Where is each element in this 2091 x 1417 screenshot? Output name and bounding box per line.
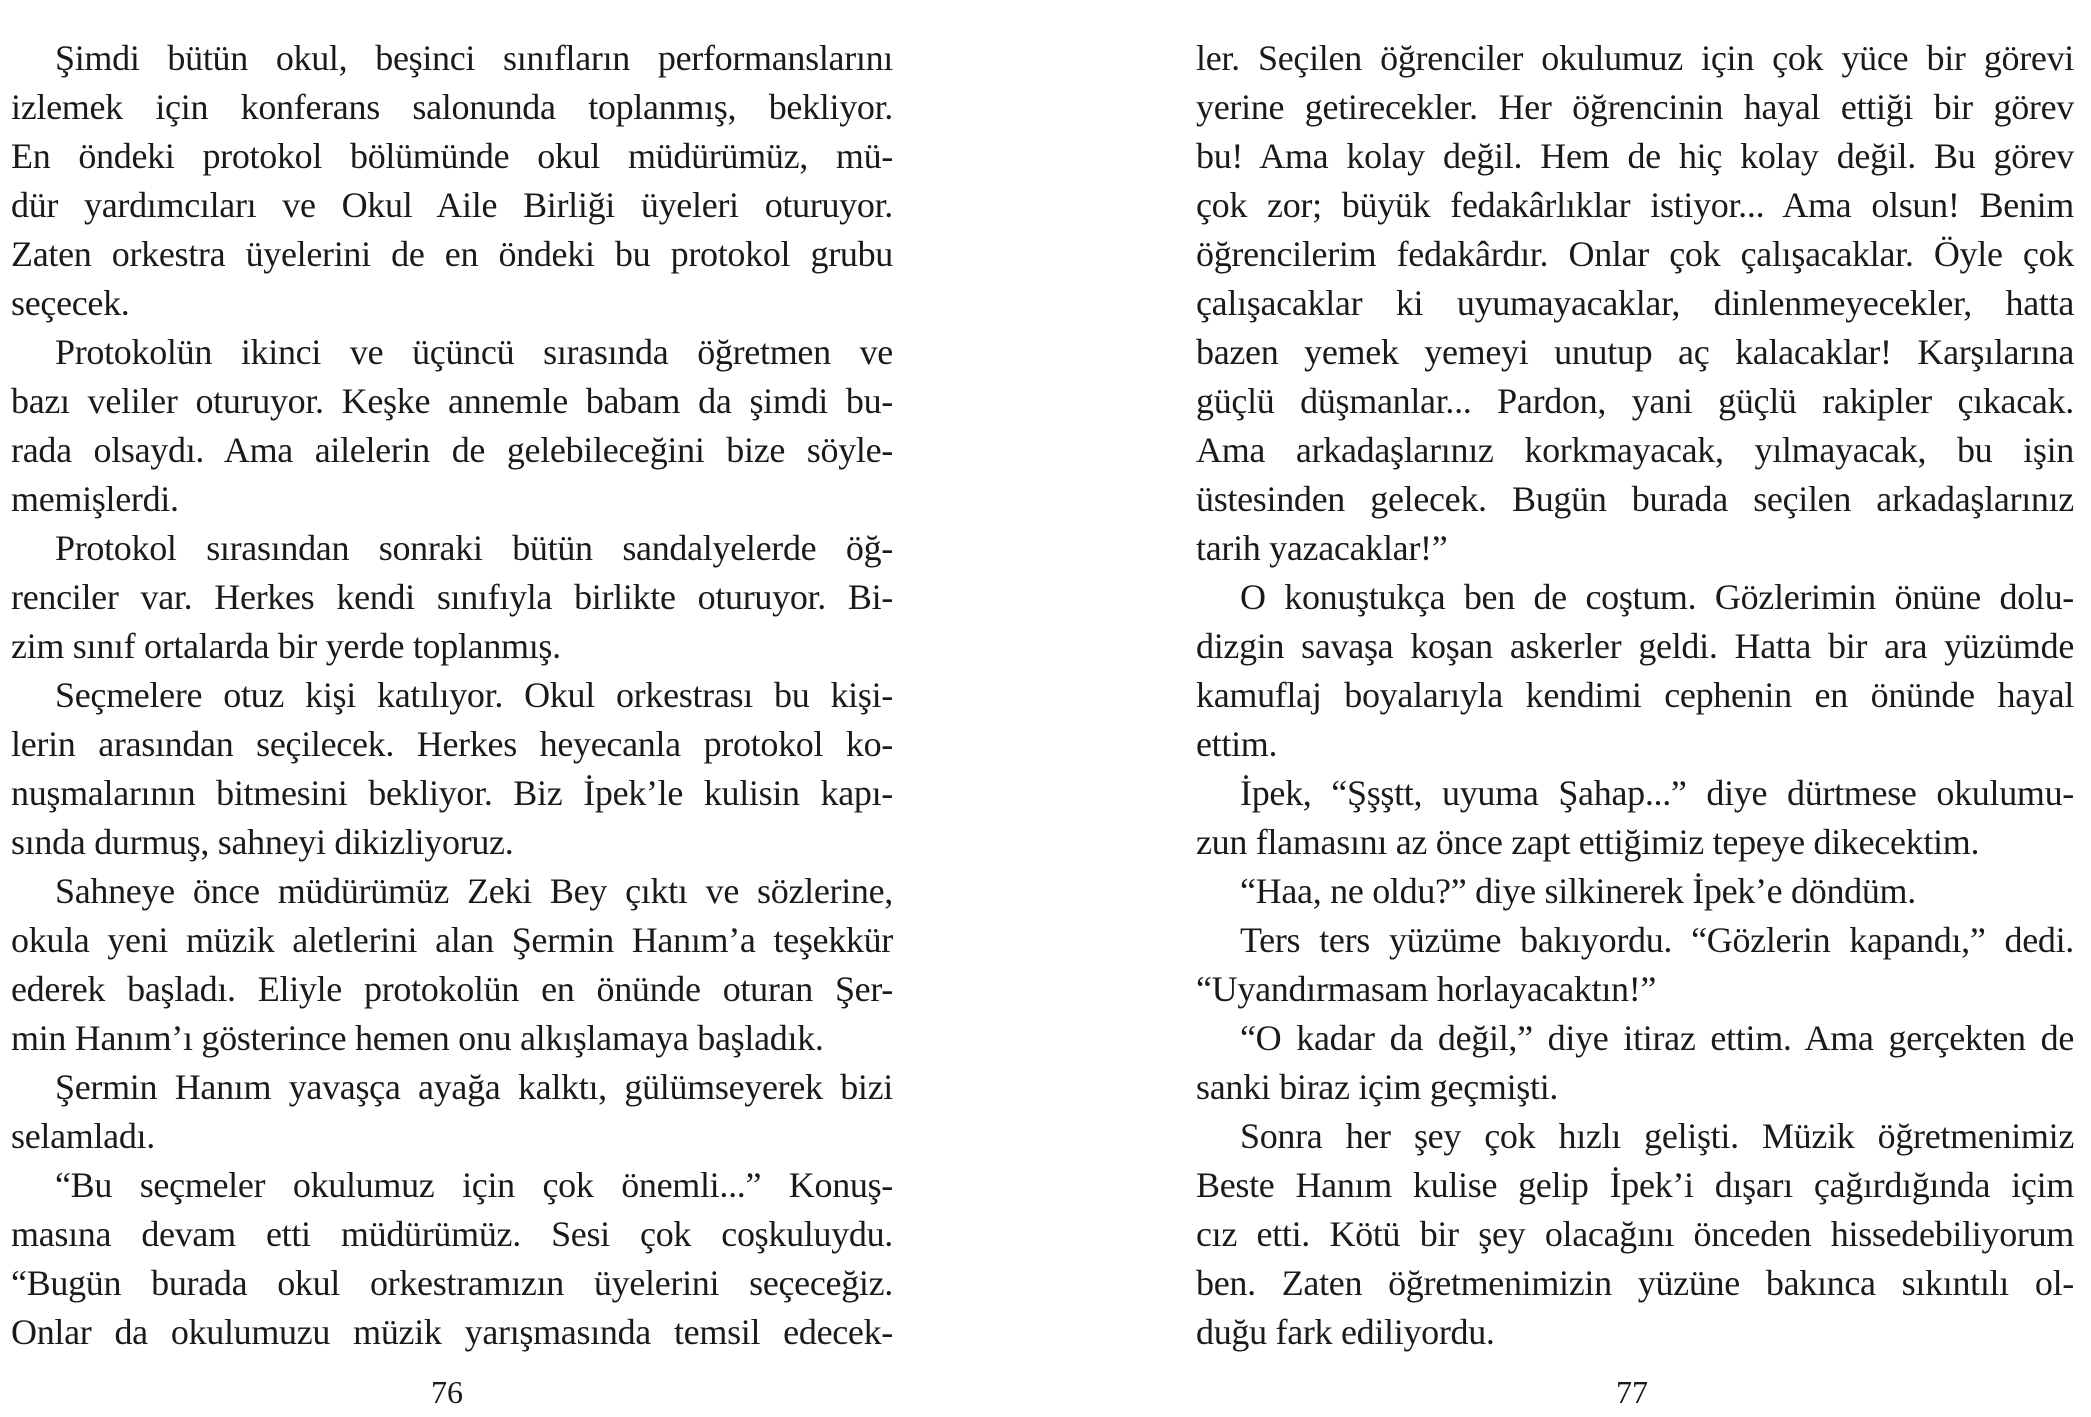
right-page-number: 77 <box>1616 1374 1648 1410</box>
text-line: O konuştukça ben de coştum. Gözlerimin önüne dolu- <box>1240 577 2074 617</box>
text-line: min Hanım’ı gösterince hemen onu alkışlamaya başladık. <box>11 1018 824 1058</box>
text-line: sanki biraz içim geçmişti. <box>1196 1067 1559 1107</box>
text-line: “Bu seçmeler okulumuz için çok önemli...” Konuş- <box>55 1165 893 1205</box>
text-line: “O kadar da değil,” diye itiraz ettim. Ama gerçekten de <box>1240 1018 2074 1058</box>
text-line: sında durmuş, sahneyi dikizliyoruz. <box>11 822 514 862</box>
text-line: cız etti. Kötü bir şey olacağını önceden hissedebiliyorum <box>1196 1214 2074 1254</box>
text-line: dür yardımcıları ve Okul Aile Birliği üyeleri oturuyor. <box>11 185 893 225</box>
text-line: dizgin savaşa koşan askerler geldi. Hatta bir ara yüzümde <box>1196 626 2074 666</box>
text-line: okula yeni müzik aletlerini alan Şermin Hanım’a teşekkür <box>11 920 893 960</box>
text-line: öğrencilerim fedakârdır. Onlar çok çalışacaklar. Öyle çok <box>1196 234 2074 274</box>
text-line: nuşmalarının bitmesini bekliyor. Biz İpek’le kulisin kapı- <box>11 773 893 813</box>
text-line: zun flamasını az önce zapt ettiğimiz tepeye dikecektim. <box>1196 822 1980 862</box>
text-line: Sahneye önce müdürümüz Zeki Bey çıktı ve sözlerine, <box>55 871 893 911</box>
text-line: tarih yazacaklar!” <box>1196 528 1448 568</box>
text-line: “Uyandırmasam horlayacaktın!” <box>1196 969 1657 1009</box>
text-line: seçecek. <box>11 283 130 323</box>
text-line: Ama arkadaşlarınız korkmayacak, yılmayacak, bu işin <box>1196 430 2074 470</box>
right-page-text <box>1196 34 2074 1357</box>
text-line: “Haa, ne oldu?” diye silkinerek İpek’e döndüm. <box>1240 871 1916 911</box>
text-line: ben. Zaten öğretmenimizin yüzüne bakınca sıkıntılı ol- <box>1196 1263 2074 1303</box>
text-line: Zaten orkestra üyelerini de en öndeki bu protokol grubu <box>11 234 893 274</box>
text-line: ler. Seçilen öğrenciler okulumuz için çok yüce bir görevi <box>1196 38 2074 78</box>
text-line: bazı veliler oturuyor. Keşke annemle babam da şimdi bu- <box>11 381 893 421</box>
text-line: İpek, “Şşştt, uyuma Şahap...” diye dürtmese okulumu- <box>1240 773 2074 813</box>
text-line: Beste Hanım kulise gelip İpek’i dışarı çağırdığında içim <box>1196 1165 2074 1205</box>
text-line: renciler var. Herkes kendi sınıfıyla birlikte oturuyor. Bi- <box>11 577 893 617</box>
text-line: Ters ters yüzüme bakıyordu. “Gözlerin kapandı,” dedi. <box>1240 920 2074 960</box>
text-line: lerin arasından seçilecek. Herkes heyecanla protokol ko- <box>11 724 893 764</box>
left-page-text <box>11 34 893 1357</box>
text-line: Protokolün ikinci ve üçüncü sırasında öğretmen ve <box>55 332 893 372</box>
text-line: güçlü düşmanlar... Pardon, yani güçlü rakipler çıkacak. <box>1196 381 2074 421</box>
text-line: izlemek için konferans salonunda toplanmış, bekliyor. <box>11 87 893 127</box>
text-line: Şimdi bütün okul, beşinci sınıfların performanslarını <box>55 38 893 78</box>
text-line: bu! Ama kolay değil. Hem de hiç kolay değil. Bu görev <box>1196 136 2074 176</box>
text-line: kamuflaj boyalarıyla kendimi cephenin en önünde hayal <box>1196 675 2074 715</box>
text-line: çalışacaklar ki uyumayacaklar, dinlenmeyecekler, hatta <box>1196 283 2074 323</box>
text-line: Şermin Hanım yavaşça ayağa kalktı, gülümseyerek bizi <box>55 1067 893 1107</box>
text-line: ederek başladı. Eliyle protokolün en önünde oturan Şer- <box>11 969 893 1009</box>
text-line: selamladı. <box>11 1116 155 1156</box>
text-line: zim sınıf ortalarda bir yerde toplanmış. <box>11 626 561 666</box>
text-line: Sonra her şey çok hızlı gelişti. Müzik öğretmenimiz <box>1240 1116 2074 1156</box>
text-line: yerine getirecekler. Her öğrencinin hayal ettiği bir görev <box>1196 87 2074 127</box>
text-line: ettim. <box>1196 724 1278 764</box>
text-line: En öndeki protokol bölümünde okul müdürümüz, mü- <box>11 136 893 176</box>
text-line: Protokol sırasından sonraki bütün sandalyelerde öğ- <box>55 528 893 568</box>
text-line: “Bugün burada okul orkestramızın üyelerini seçeceğiz. <box>11 1263 893 1303</box>
text-line: çok zor; büyük fedakârlıklar istiyor... Ama olsun! Benim <box>1196 185 2074 225</box>
text-line: bazen yemek yemeyi unutup aç kalacaklar! Karşılarına <box>1196 332 2074 372</box>
text-line: Seçmelere otuz kişi katılıyor. Okul orkestrası bu kişi- <box>55 675 893 715</box>
text-line: memişlerdi. <box>11 479 179 519</box>
text-line: üstesinden gelecek. Bugün burada seçilen arkadaşlarınız <box>1196 479 2074 519</box>
text-line: rada olsaydı. Ama ailelerin de gelebileceğini bize söyle- <box>11 430 893 470</box>
text-line: duğu fark ediliyordu. <box>1196 1312 1495 1352</box>
text-line: Onlar da okulumuzu müzik yarışmasında temsil edecek- <box>11 1312 893 1352</box>
text-line: masına devam etti müdürümüz. Sesi çok coşkuluydu. <box>11 1214 893 1254</box>
left-page-number: 76 <box>431 1374 463 1410</box>
